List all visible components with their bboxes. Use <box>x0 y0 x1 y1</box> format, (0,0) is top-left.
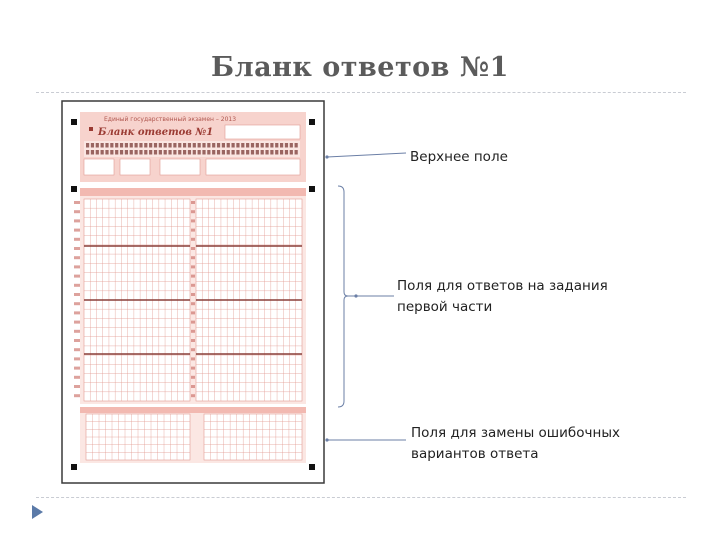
callout-replacement-fields: Поля для замены ошибочных вариантов ответа <box>411 425 620 462</box>
next-slide-arrow-icon[interactable] <box>32 505 43 519</box>
callout-line-top <box>327 153 406 157</box>
corner-marker <box>309 464 315 470</box>
form-header-line: Единый государственный экзамен – 2013 <box>104 116 237 123</box>
header-box <box>225 125 300 139</box>
answers-bracket <box>338 186 348 407</box>
form-title-text: Бланк ответов №1 <box>98 127 214 138</box>
corner-marker <box>309 186 315 192</box>
corner-marker <box>71 464 77 470</box>
corner-marker <box>71 186 77 192</box>
callout-answer-fields: Поля для ответов на задания первой части <box>397 278 608 315</box>
corner-marker <box>309 119 315 125</box>
callout-top-field: Верхнее поле <box>410 149 508 165</box>
answer-grid <box>74 199 302 401</box>
corner-marker <box>71 119 77 125</box>
slide-title: Бланк ответов №1 <box>211 52 509 83</box>
